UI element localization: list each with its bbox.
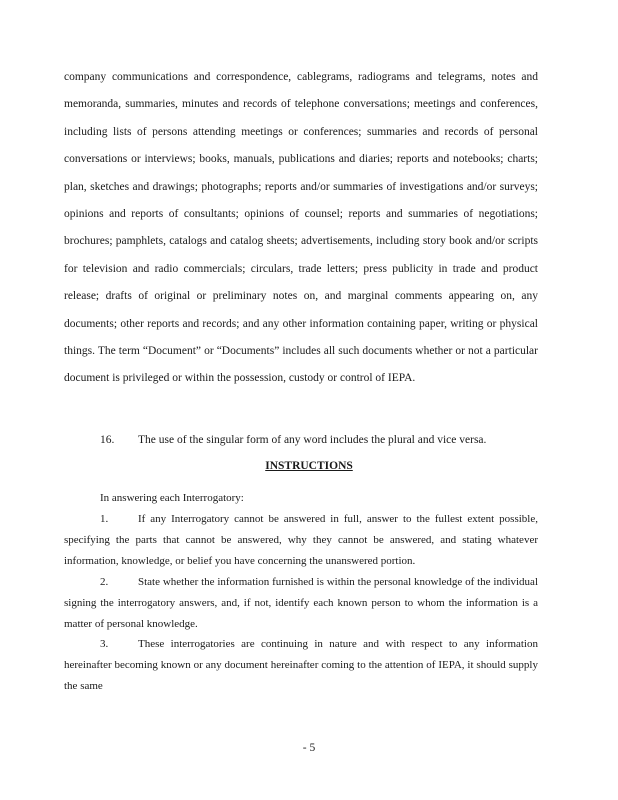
instructions-intro: In answering each Interrogatory: (100, 492, 244, 504)
instruction-text: These interrogatories are continuing in nature and with respect to any information hereinafter becoming known or any document hereinafter coming to the attention of IEPA, it should supply the same (64, 638, 538, 692)
instructions-heading: INSTRUCTIONS (265, 460, 353, 472)
definitions-paragraph: company communications and correspondence, cablegrams, radiograms and telegrams, notes and memoranda, summaries, minutes and records of telephone conversations; meetings and conferences, including lists of persons attending meetings or conferences; summaries and records of personal conversations or interviews; books, manuals, publications and diaries; reports and notebooks; charts; plan, sketches and drawings; photographs; reports and/or summaries of investigations and/or surveys; opinions and reports of consultants; opinions of counsel; reports and summaries of negotiations; brochures; pamphlets, catalogs and catalog sheets; advertisements, including story book and/or scripts for television and radio commercials; circulars, trade letters; press publicity in trade and product release; drafts of original or preliminary notes on, and marginal comments appearing on, any documents; other reports and records; and any other information containing paper, writing or physical things. The term “Document” or “Documents” includes all such documents whether or not a particular document is privileged or within the possession, custody or control of IEPA. (64, 71, 538, 385)
paragraph-16 (64, 430, 538, 451)
paragraph-16-number: 16. (100, 434, 115, 446)
instruction-text: If any Interrogatory cannot be answered in full, answer to the fullest extent possible, specifying the parts that cannot be answered, why they cannot be answered, and stating whatever information, knowledge, or belief you have concerning the unanswered portion. (64, 513, 538, 567)
page-number: - 5 (302, 742, 316, 754)
instruction-number: 1. (100, 513, 109, 525)
instruction-number: 3. (100, 638, 109, 650)
instruction-item (64, 634, 538, 696)
instruction-number: 2. (100, 576, 109, 588)
paragraph-16-text: The use of the singular form of any word includes the plural and vice versa. (138, 434, 487, 446)
instruction-item (64, 509, 538, 571)
instruction-item (64, 572, 538, 634)
instruction-text: State whether the information furnished is within the personal knowledge of the individual signing the interrogatory answers, and, if not, identify each known person to whom the information is a matter of personal knowledge. (64, 576, 538, 630)
